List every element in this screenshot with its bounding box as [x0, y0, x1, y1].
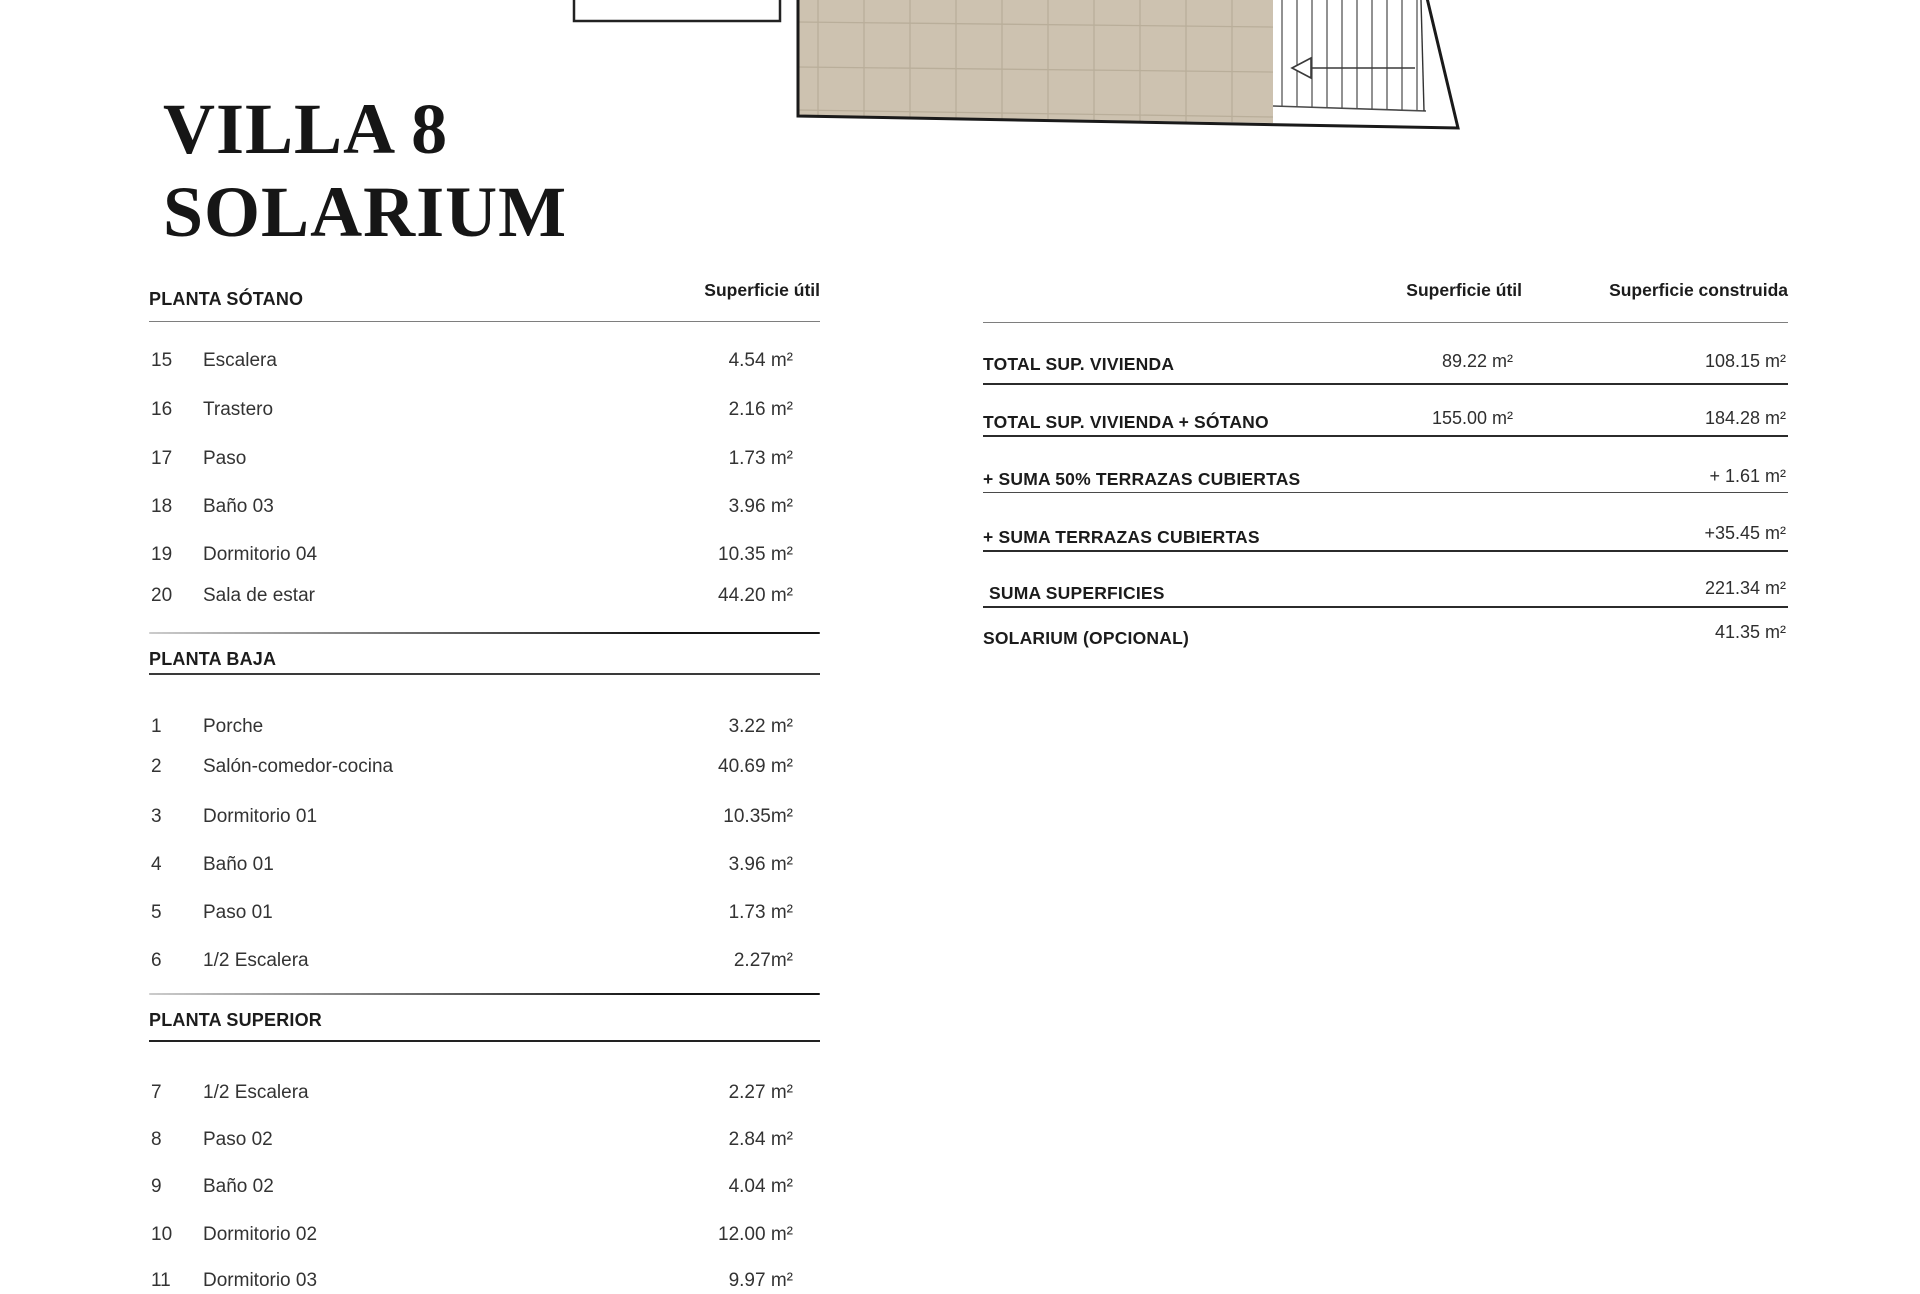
section-header-planta-baja: PLANTA BAJA — [149, 649, 277, 669]
room-number: 2 — [151, 756, 162, 777]
table-row — [149, 716, 820, 740]
room-area: 2.27m² — [733, 950, 793, 971]
room-label: Baño 01 — [203, 854, 274, 875]
room-number: 3 — [151, 806, 162, 827]
room-label: Paso — [203, 448, 247, 469]
room-label: Salón-comedor-cocina — [203, 756, 394, 777]
table-row — [149, 950, 820, 974]
column-header-superficie-util: Superficie útil — [1406, 280, 1522, 300]
room-number: 4 — [151, 854, 162, 875]
room-area: 3.22 m² — [728, 716, 793, 737]
room-number: 20 — [151, 585, 173, 606]
table-row — [149, 448, 820, 472]
room-area: 2.84 m² — [728, 1129, 793, 1150]
room-area: 10.35m² — [723, 806, 793, 827]
summary-value-construida: 221.34 m² — [1704, 578, 1786, 598]
page-title-line2: SOLARIUM — [163, 172, 568, 252]
room-number: 15 — [151, 350, 173, 371]
summary-rule — [983, 606, 1788, 608]
room-area: 44.20 m² — [718, 585, 793, 606]
room-label: Porche — [203, 716, 264, 737]
room-label: Dormitorio 04 — [203, 544, 318, 565]
page-title-line1: VILLA 8 — [163, 89, 449, 169]
room-label: Dormitorio 02 — [203, 1224, 318, 1245]
table-row — [149, 902, 820, 926]
room-label: Trastero — [203, 399, 274, 420]
table-row — [149, 350, 820, 374]
room-number: 6 — [151, 950, 162, 971]
table-row — [149, 1176, 820, 1200]
summary-value-util: 155.00 m² — [1431, 408, 1513, 428]
room-area: 10.35 m² — [718, 544, 793, 565]
section-rule — [149, 321, 820, 322]
summary-label: SOLARIUM (OPCIONAL) — [983, 628, 1190, 648]
summary-value-construida: +35.45 m² — [1704, 523, 1786, 543]
room-number: 19 — [151, 544, 173, 565]
room-area: 1.73 m² — [728, 448, 793, 469]
summary-label: + SUMA 50% TERRAZAS CUBIERTAS — [983, 469, 1301, 489]
summary-label: + SUMA TERRAZAS CUBIERTAS — [983, 527, 1260, 547]
room-number: 18 — [151, 496, 173, 517]
section-divider — [149, 632, 820, 634]
table-row — [149, 854, 820, 878]
room-area: 4.04 m² — [728, 1176, 793, 1197]
table-row — [149, 756, 820, 780]
room-number: 16 — [151, 399, 173, 420]
room-area: 4.54 m² — [728, 350, 793, 371]
summary-value-construida: 108.15 m² — [1704, 351, 1786, 371]
room-number: 11 — [151, 1270, 171, 1291]
summary-label: TOTAL SUP. VIVIENDA + SÓTANO — [983, 412, 1269, 432]
room-label: Baño 02 — [203, 1176, 274, 1197]
summary-value-construida: 41.35 m² — [1714, 622, 1786, 642]
section-divider — [149, 993, 820, 995]
room-label: Dormitorio 01 — [203, 806, 318, 827]
table-row — [149, 496, 820, 520]
column-header-superficie-construida: Superficie construida — [1609, 280, 1788, 300]
table-row — [149, 544, 820, 568]
room-area: 2.27 m² — [728, 1082, 793, 1103]
column-header-superficie-util: Superficie útil — [704, 280, 820, 300]
summary-label: SUMA SUPERFICIES — [989, 583, 1165, 603]
room-areas-table — [149, 0, 820, 1291]
room-number: 10 — [151, 1224, 173, 1245]
room-area: 3.96 m² — [728, 854, 793, 875]
summary-rule — [983, 550, 1788, 552]
summary-rule — [983, 383, 1788, 385]
summary-header-rule — [983, 322, 1788, 323]
summary-table — [983, 0, 1788, 700]
room-area: 1.73 m² — [728, 902, 793, 923]
room-area: 9.97 m² — [728, 1270, 793, 1291]
room-label: 1/2 Escalera — [203, 1082, 309, 1103]
room-label: 1/2 Escalera — [203, 950, 309, 971]
table-row — [149, 1082, 820, 1106]
table-row — [149, 1129, 820, 1153]
summary-rule — [983, 435, 1788, 437]
section-rule — [149, 1040, 820, 1042]
room-area: 12.00 m² — [718, 1224, 793, 1245]
section-header-planta-superior: PLANTA SUPERIOR — [149, 1010, 323, 1030]
room-label: Paso 02 — [203, 1129, 273, 1150]
summary-rule — [983, 492, 1788, 493]
room-number: 17 — [151, 448, 173, 469]
summary-value-construida: 184.28 m² — [1704, 408, 1786, 428]
section-header-planta-sotano: PLANTA SÓTANO — [149, 289, 304, 309]
room-label: Baño 03 — [203, 496, 274, 517]
table-row — [149, 585, 820, 609]
room-label: Paso 01 — [203, 902, 273, 923]
room-number: 8 — [151, 1129, 162, 1150]
table-row — [149, 806, 820, 830]
section-rule — [149, 673, 820, 675]
room-area: 2.16 m² — [728, 399, 793, 420]
room-number: 7 — [151, 1082, 162, 1103]
room-label: Escalera — [203, 350, 277, 371]
room-label: Dormitorio 03 — [203, 1270, 318, 1291]
room-number: 9 — [151, 1176, 162, 1197]
room-number: 1 — [151, 716, 162, 737]
room-number: 5 — [151, 902, 162, 923]
room-area: 40.69 m² — [718, 756, 793, 777]
summary-value-construida: + 1.61 m² — [1709, 466, 1786, 486]
table-row — [149, 1224, 820, 1248]
room-area: 3.96 m² — [728, 496, 793, 517]
summary-label: TOTAL SUP. VIVIENDA — [983, 354, 1175, 374]
summary-value-util: 89.22 m² — [1441, 351, 1513, 371]
room-label: Sala de estar — [203, 585, 315, 606]
table-row — [149, 399, 820, 423]
table-row — [149, 1270, 820, 1294]
